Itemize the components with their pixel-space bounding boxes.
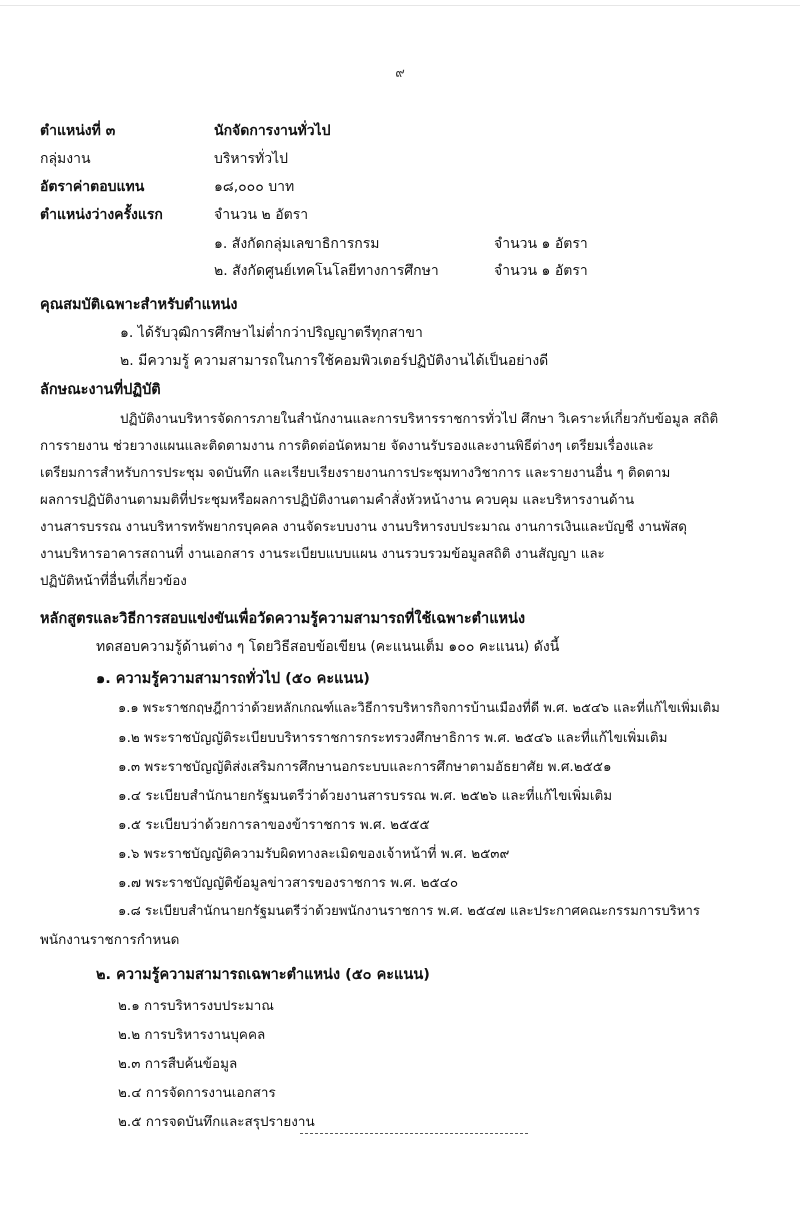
- exam-section1-item: ๑.๑ พระราชกฤษฎีกาว่าด้วยหลักเกณฑ์และวิธีการบริหารกิจการบ้านเมืองที่ดี พ.ศ. ๒๕๔๖ และที่แก้ไขเพิ่มเติม: [118, 701, 720, 716]
- page-top-border: [0, 5, 800, 6]
- exam-section1-item: ๑.๖ พระราชบัญญัติความรับผิดทางละเมิดของเจ้าหน้าที่ พ.ศ. ๒๕๓๙: [118, 846, 510, 862]
- duties-line: งานบริหารอาคารสถานที่ งานเอกสาร งานระเบียบแบบแผน งานรวบรวมข้อมูลสถิติ งานสัญญา และ: [40, 547, 605, 562]
- exam-section1-item: ๑.๔ ระเบียบสำนักนายกรัฐมนตรีว่าด้วยงานสารบรรณ พ.ศ. ๒๕๒๖ และที่แก้ไขเพิ่มเติม: [118, 788, 613, 804]
- duties-title: ลักษณะงานที่ปฏิบัติ: [40, 382, 161, 398]
- exam-section1-item: ๑.๕ ระเบียบว่าด้วยการลาของข้าราชการ พ.ศ. ๒๕๕๕: [118, 817, 430, 833]
- exam-section2-item: ๒.๕ การจดบันทึกและสรุปรายงาน: [118, 1114, 315, 1130]
- duties-line: การรายงาน ช่วยวางแผนและติดตามงาน การติดต่อนัดหมาย จัดงานรับรองและงานพิธีต่างๆ เตรียมเรื่องและ: [40, 439, 654, 454]
- exam-section1-title: ๑. ความรู้ความสามารถทั่วไป (๕๐ คะแนน): [96, 671, 370, 687]
- vacancy-unit-name: ๑. สังกัดกลุ่มเลขาธิการกรม: [214, 236, 380, 252]
- exam-section2-item: ๒.๑ การบริหารงบประมาณ: [118, 998, 274, 1014]
- exam-section1-item: ๑.๗ พระราชบัญญัติข้อมูลข่าวสารของราชการ พ.ศ. ๒๕๔๐: [118, 875, 459, 891]
- duties-line: เตรียมการสำหรับการประชุม จดบันทึก และเรียบเรียงรายงานการประชุมทางวิชาการ และรายงานอื่น ๆ ติดตาม: [40, 466, 671, 481]
- qualifications-title: คุณสมบัติเฉพาะสำหรับตำแหน่ง: [40, 297, 238, 313]
- duties-line: ผลการปฏิบัติงานตามมติที่ประชุมหรือผลการปฏิบัติงานตามคำสั่งหัวหน้างาน ควบคุม และบริหารงานด้าน: [40, 493, 635, 508]
- exam-title: หลักสูตรและวิธีการสอบแข่งขันเพื่อวัดความรู้ความสามารถที่ใช้เฉพาะตำแหน่ง: [40, 611, 526, 627]
- vacancy-value: จำนวน ๒ อัตรา: [214, 207, 309, 223]
- vacancy-label: ตำแหน่งว่างครั้งแรก: [40, 207, 163, 223]
- vacancy-unit-count: จำนวน ๑ อัตรา: [494, 263, 588, 279]
- qualification-item: ๑. ได้รับวุฒิการศึกษาไม่ต่ำกว่าปริญญาตรีทุกสาขา: [120, 325, 423, 341]
- exam-section1-item: ๑.๒ พระราชบัญญัติระเบียบบริหารราชการกระทรวงศึกษาธิการ พ.ศ. ๒๕๔๖ และที่แก้ไขเพิ่มเติม: [118, 730, 668, 746]
- exam-section2-item: ๒.๓ การสืบค้นข้อมูล: [118, 1056, 238, 1072]
- exam-section1-item: ๑.๓ พระราชบัญญัติส่งเสริมการศึกษานอกระบบและการศึกษาตามอัธยาศัย พ.ศ.๒๕๕๑: [118, 759, 612, 775]
- vacancy-unit-name: ๒. สังกัดศูนย์เทคโนโลยีทางการศึกษา: [214, 263, 439, 279]
- duties-line: ปฏิบัติหน้าที่อื่นที่เกี่ยวข้อง: [40, 574, 187, 589]
- page-number: ๙: [395, 66, 405, 81]
- exam-section1-item-continuation: พนักงานราชการกำหนด: [40, 932, 180, 948]
- salary-label: อัตราค่าตอบแทน: [40, 179, 145, 195]
- group-label: กลุ่มงาน: [40, 151, 91, 167]
- position-value: นักจัดการงานทั่วไป: [214, 123, 331, 139]
- position-label: ตำแหน่งที่ ๓: [40, 123, 116, 139]
- end-divider: [300, 1133, 528, 1134]
- exam-intro: ทดสอบความรู้ด้านต่าง ๆ โดยวิธีสอบข้อเขียน (คะแนนเต็ม ๑๐๐ คะแนน) ดังนี้: [96, 639, 560, 655]
- group-value: บริหารทั่วไป: [214, 151, 289, 167]
- exam-section2-item: ๒.๒ การบริหารงานบุคคล: [118, 1027, 266, 1043]
- exam-section2-item: ๒.๔ การจัดการงานเอกสาร: [118, 1085, 276, 1101]
- exam-section2-title: ๒. ความรู้ความสามารถเฉพาะตำแหน่ง (๕๐ คะแนน): [96, 967, 430, 983]
- exam-section1-item: ๑.๘ ระเบียบสำนักนายกรัฐมนตรีว่าด้วยพนักงานราชการ พ.ศ. ๒๕๔๗ และประกาศคณะกรรมการบริหาร: [118, 904, 700, 919]
- duties-line: งานสารบรรณ งานบริหารทรัพยากรบุคคล งานจัดระบบงาน งานบริหารงบประมาณ งานการเงินและบัญชี งานพัสดุ: [40, 520, 687, 535]
- duties-line: ปฏิบัติงานบริหารจัดการภายในสำนักงานและการบริหารราชการทั่วไป ศึกษา วิเคราะห์เกี่ยวกับข้อมูล สถิติ: [120, 412, 719, 427]
- qualification-item: ๒. มีความรู้ ความสามารถในการใช้คอมพิวเตอร์ปฏิบัติงานได้เป็นอย่างดี: [120, 353, 549, 369]
- salary-value: ๑๘,๐๐๐ บาท: [214, 179, 295, 195]
- vacancy-unit-count: จำนวน ๑ อัตรา: [494, 236, 588, 252]
